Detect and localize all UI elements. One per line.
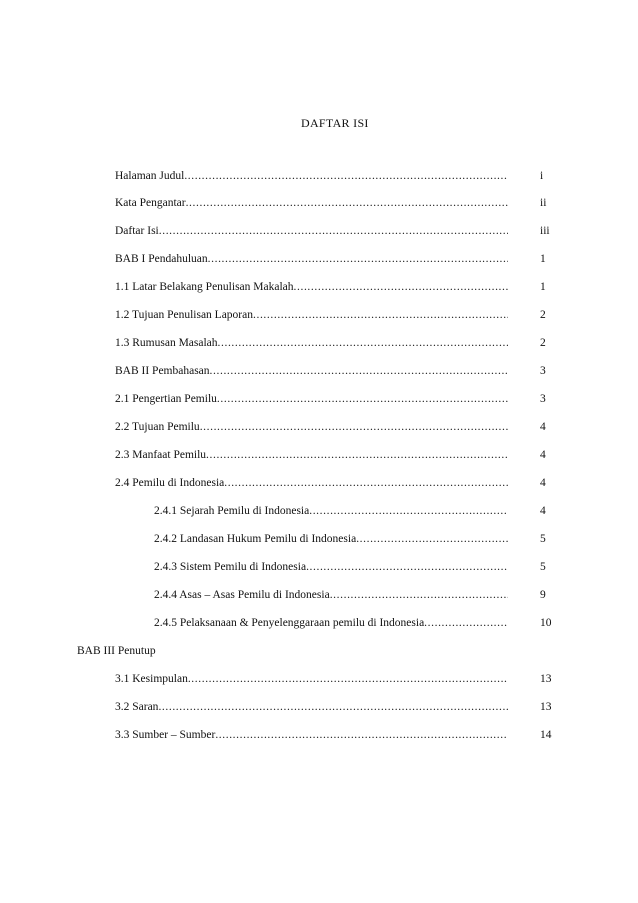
toc-row [0, 725, 638, 745]
toc-leader-dots [224, 473, 508, 493]
toc-leader-dots [309, 501, 508, 521]
toc-row [0, 669, 638, 689]
toc-entry [115, 193, 508, 213]
toc-row [0, 277, 638, 297]
toc-row [0, 473, 638, 493]
toc-row [0, 529, 638, 549]
toc-row [0, 389, 638, 409]
toc-page-number: 9 [540, 589, 546, 601]
toc-leader-dots [217, 389, 508, 409]
toc-leader-dots [158, 697, 508, 717]
toc-entry [115, 473, 508, 493]
toc-entry [115, 389, 508, 409]
toc-leader-dots [253, 305, 508, 325]
toc-page-number: 2 [540, 309, 546, 321]
toc-row [0, 557, 638, 577]
toc-entry-label: 2.1 Pengertian Pemilu [115, 393, 217, 405]
toc-entry [115, 221, 508, 241]
toc-entry [115, 417, 508, 437]
toc-entry-label: 2.3 Manfaat Pemilu [115, 449, 207, 461]
toc-row [0, 361, 638, 381]
toc-leader-dots [215, 725, 508, 745]
toc-entry [115, 333, 508, 353]
toc-entry-label: Kata Pengantar [115, 197, 186, 209]
toc-entry [115, 697, 508, 717]
toc-entry-label: 2.4.3 Sistem Pemilu di Indonesia [154, 561, 307, 573]
toc-entry [154, 613, 508, 633]
toc-leader-dots [208, 249, 508, 269]
toc-leader-dots [294, 277, 508, 297]
toc-page-number: 4 [540, 449, 546, 461]
toc-entry [115, 277, 508, 297]
toc-entry [115, 445, 508, 465]
toc-row [0, 305, 638, 325]
toc-entry [115, 361, 508, 381]
toc-entry-label: Halaman Judul [115, 170, 185, 182]
toc-leader-dots [218, 333, 508, 353]
toc-entry [115, 249, 508, 269]
toc-entry-label: 3.3 Sumber – Sumber [115, 729, 216, 741]
toc-page-number: 3 [540, 393, 546, 405]
toc-entry-label: 1.2 Tujuan Penulisan Laporan [115, 309, 253, 321]
toc-page-number: iii [540, 225, 550, 237]
toc-entry-label: 1.1 Latar Belakang Penulisan Makalah [115, 281, 294, 293]
toc-leader-dots [184, 166, 508, 186]
toc-page-number: ii [540, 197, 547, 209]
toc-entry-label: 2.4.2 Landasan Hukum Pemilu di Indonesia [154, 533, 357, 545]
toc-entry-label: 2.4.5 Pelaksanaan & Penyelenggaraan pemilu di Indonesia [154, 617, 425, 629]
toc-entry [115, 305, 508, 325]
toc-entry-label: 2.4.1 Sejarah Pemilu di Indonesia [154, 505, 310, 517]
toc-entry [154, 501, 508, 521]
toc-page-number: 10 [540, 617, 552, 629]
toc-row [0, 193, 638, 213]
toc-row [0, 697, 638, 717]
toc-page-number: 13 [540, 701, 552, 713]
toc-entry [154, 585, 508, 605]
toc-row [0, 613, 638, 633]
toc-leader-dots [200, 417, 508, 437]
toc-page-number: 3 [540, 365, 546, 377]
toc-row [0, 501, 638, 521]
toc-page-number: i [540, 170, 544, 182]
toc-entry-label: 3.1 Kesimpulan [115, 673, 188, 685]
toc-page-number: 5 [540, 561, 546, 573]
toc-entry-label: 3.2 Saran [115, 701, 159, 713]
toc-page-number: 4 [540, 421, 546, 433]
toc-row [0, 641, 638, 661]
toc-entry-label: 2.2 Tujuan Pemilu [115, 421, 200, 433]
toc-leader-dots [330, 585, 508, 605]
toc-entry-label: BAB II Pembahasan [115, 365, 210, 377]
toc-leader-dots [186, 193, 508, 213]
toc-entry [115, 725, 508, 745]
toc-row [0, 585, 638, 605]
toc-leader-dots [206, 445, 508, 465]
toc-entry-label: 2.4 Pemilu di Indonesia [115, 477, 225, 489]
toc-page-number: 14 [540, 729, 552, 741]
toc-page-number: 13 [540, 673, 552, 685]
toc-leader-dots [159, 221, 508, 241]
toc-row [0, 249, 638, 269]
toc-page-number: 4 [540, 505, 546, 517]
toc-leader-dots [210, 361, 508, 381]
toc-page-number: 4 [540, 477, 546, 489]
toc-page-number: 1 [540, 281, 546, 293]
toc-row [0, 221, 638, 241]
toc-leader-dots [306, 557, 508, 577]
toc-entry-label: BAB I Pendahuluan [115, 253, 208, 265]
toc-entry-label: Daftar Isi [115, 225, 159, 237]
page-title: DAFTAR ISI [301, 116, 369, 130]
toc-leader-dots [188, 669, 508, 689]
toc-page-number: 1 [540, 253, 546, 265]
toc-page-number: 2 [540, 337, 546, 349]
toc-row [0, 417, 638, 437]
toc-entry [154, 557, 508, 577]
toc-row [0, 166, 638, 186]
toc-entry [154, 529, 508, 549]
toc-row [0, 333, 638, 353]
toc-row [0, 445, 638, 465]
toc-entry [115, 669, 508, 689]
toc-leader-dots [356, 529, 508, 549]
toc-leader-dots [424, 613, 508, 633]
toc-entry [115, 166, 508, 186]
toc-entry-label: 1.3 Rumusan Masalah [115, 337, 218, 349]
toc-entry-label: 2.4.4 Asas – Asas Pemilu di Indonesia [154, 589, 330, 601]
toc-page-number: 5 [540, 533, 546, 545]
toc-heading: BAB III Penutup [77, 645, 156, 657]
